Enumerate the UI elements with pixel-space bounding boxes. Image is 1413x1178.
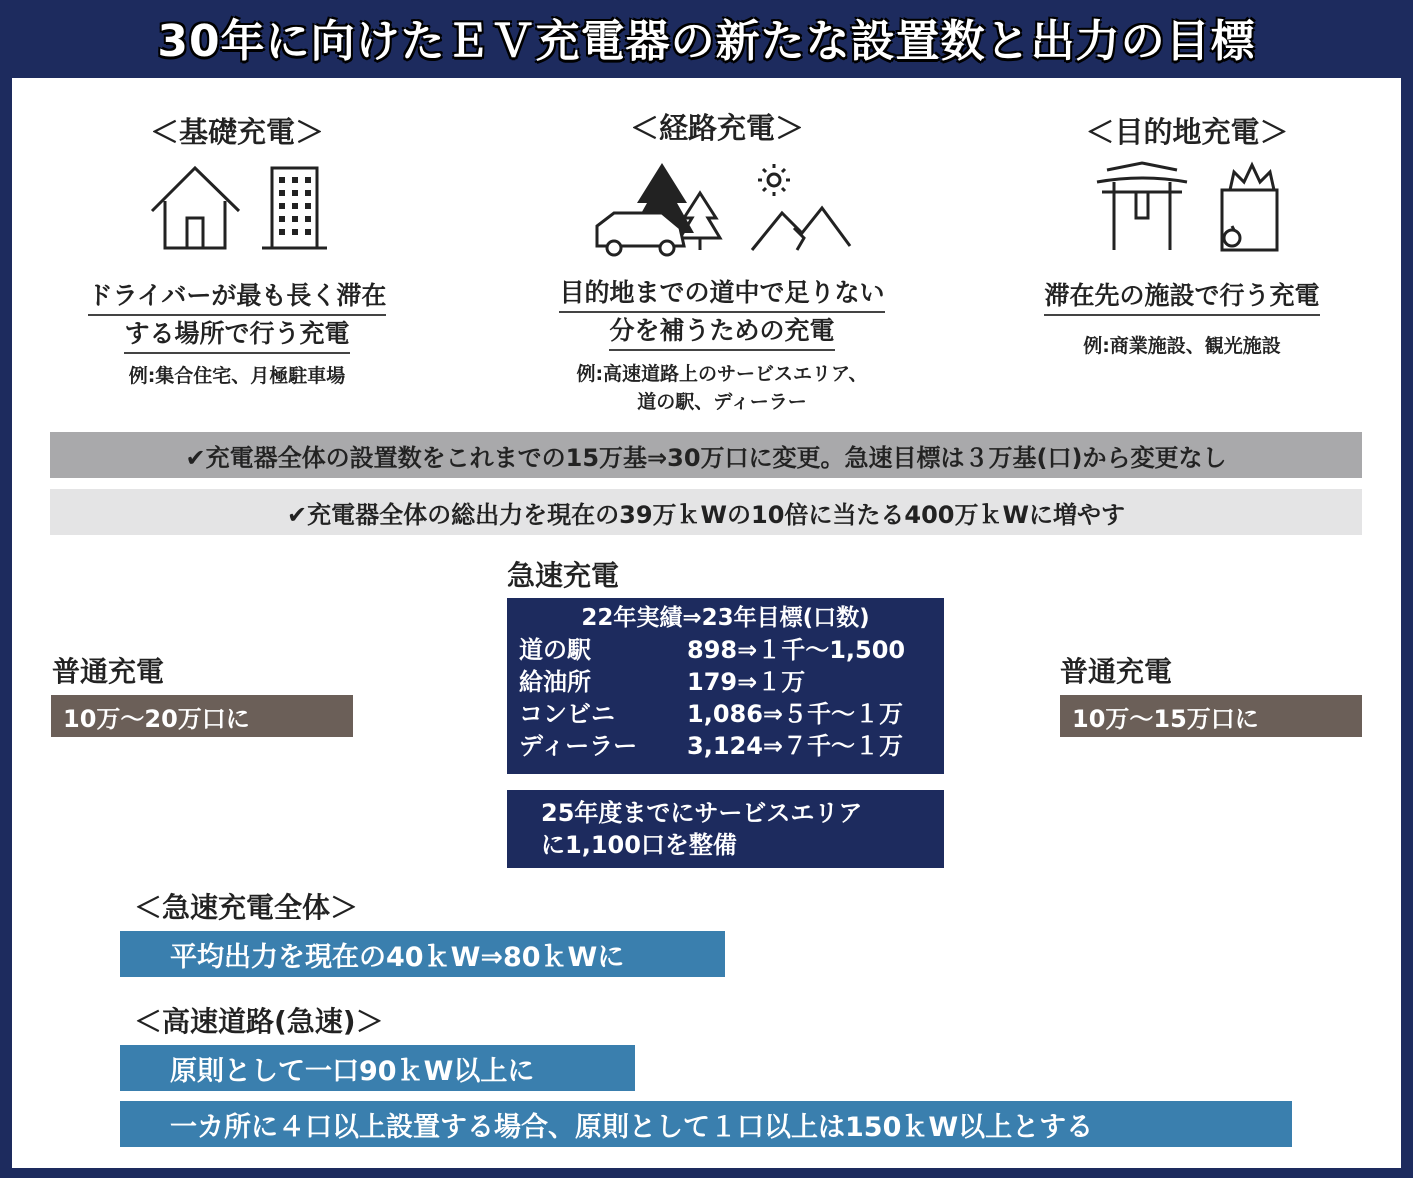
content-panel: [12, 78, 1401, 1168]
rapid-targets-table: [507, 598, 944, 774]
category-desc-route: 目的地までの道中で足りない 分を補うための充電: [512, 275, 932, 351]
category-heading-basic: ＜基礎充電＞: [149, 115, 324, 149]
table-row: ディーラー 3,124⇒７千〜１万: [519, 732, 904, 760]
mountain-sun-icon: [752, 164, 850, 250]
normal-charging-left-heading: 普通充電: [52, 655, 165, 688]
normal-charging-right-heading: 普通充電: [1060, 655, 1173, 688]
check-bar-install-count: ✔充電器全体の設置数をこれまでの15万基⇒30万口に変更。急速目標は３万基(口)から変更なし: [50, 432, 1362, 478]
rapid-all-heading: ＜急速充電全体＞: [134, 891, 359, 924]
highway-rule-1: 原則として一口90ｋW以上に: [120, 1045, 635, 1091]
highway-heading: ＜高速道路(急速)＞: [134, 1005, 384, 1038]
category-desc-destination: 滞在先の施設で行う充電: [1002, 278, 1362, 316]
table-row: 道の駅 898⇒１千〜1,500: [519, 636, 906, 664]
gate-bag-icons: [1092, 160, 1292, 256]
house-building-icons: [147, 163, 347, 253]
category-example-basic: 例:集合住宅、月極駐車場: [128, 365, 346, 387]
table-row: 給油所 179⇒１万: [519, 668, 806, 696]
rapid-table-header: 22年実績⇒23年目標(口数): [581, 605, 870, 631]
category-example-route: 例:高速道路上のサービスエリア、 道の駅、ディーラー: [576, 363, 868, 413]
normal-charging-left-value: 10万〜20万口に: [51, 695, 353, 737]
page-title: 30年に向けたＥＶ充電器の新たな設置数と出力の目標: [157, 16, 1256, 67]
car-trees-mountain-icons: [592, 158, 852, 258]
house-icon: [152, 168, 239, 248]
normal-charging-right-value: 10万〜15万口に: [1060, 695, 1362, 737]
category-heading-destination: ＜目的地充電＞: [1085, 115, 1289, 149]
category-desc-basic: ドライバーが最も長く滞在 する場所で行う充電: [42, 278, 432, 354]
check-bar-total-output: ✔充電器全体の総出力を現在の39万ｋWの10倍に当たる400万ｋWに増やす: [50, 489, 1362, 535]
shrine-gate-icon: [1097, 163, 1187, 250]
shopping-bag-icon: [1222, 165, 1277, 250]
category-heading-route: ＜経路充電＞: [629, 111, 804, 145]
category-example-destination: 例:商業施設、観光施設: [1083, 335, 1281, 357]
building-icon: [262, 168, 327, 248]
rapid-all-average-output: 平均出力を現在の40ｋW⇒80ｋWに: [120, 931, 725, 977]
rapid-service-area-note: 25年度までにサービスエリア に1,100口を整備: [507, 790, 944, 868]
rapid-charging-heading: 急速充電: [507, 559, 620, 592]
car-trees-icon: [597, 163, 720, 255]
highway-rule-2: 一カ所に４口以上設置する場合、原則として１口以上は150ｋW以上とする: [120, 1101, 1292, 1147]
table-row: コンビニ 1,086⇒５千〜１万: [519, 700, 904, 728]
